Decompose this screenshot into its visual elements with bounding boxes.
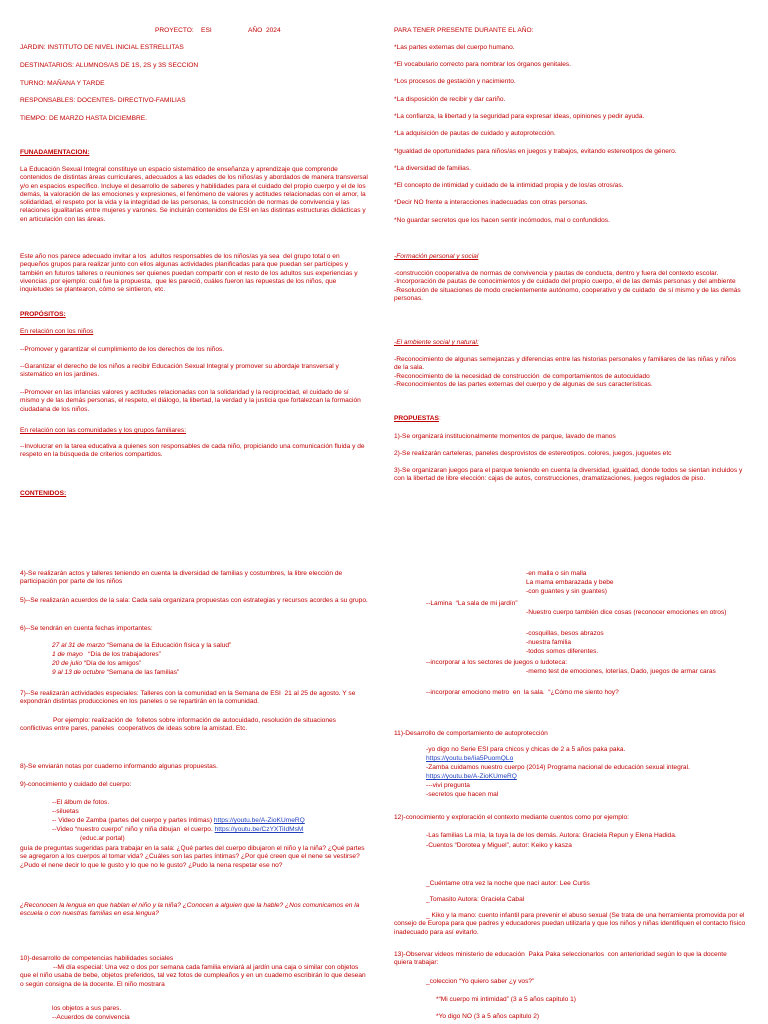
item-11-link (426, 773, 517, 781)
item-11-entry: -yo digo no Serie ESI para chicos y chicas de 2 a 5 años paka paka. (426, 746, 626, 753)
propuestas-heading-colon: : (438, 415, 441, 422)
item-10-tail: los objetos a sus pares. (52, 1005, 122, 1012)
formacion-heading: -Formación personal y social (394, 253, 479, 260)
item-9: 9)-conocimiento y cuidado del cuerpo: (20, 781, 132, 788)
silueta-item: La mama embarazada y bebe (526, 579, 614, 586)
lamina-item: -cosquillas, besos abrazos (526, 630, 604, 637)
item-10-text: --Mi día especial: Una vez o dos por semana cada familia enviará al jardín una caja o similar con objetos que el niño usaba de bebe, objetos preferidos, tal vez fotos de cumpleaños y en un cuaderno escribirán lo que desean o según consigna de la docente. El niño mostrara (20, 964, 368, 988)
fecha-label: “Día de los trabajadores” (82, 651, 161, 658)
rel-comunidades-heading: En relación con las comunidades y los grupos familiares: (20, 427, 187, 434)
item-12-entry: -Las familias La mía, la tuya la de los demás. Autora: Graciela Repun y Elena Hadida. (426, 832, 677, 839)
item-9-entry: --siluetas (52, 808, 79, 815)
item-11-entry: -Zamba cuidamos nuestro cuerpo (2014) Programa nacional de educación sexual integral. (426, 764, 690, 771)
tener-presente-item: *El concepto de intimidad y cuidado de la intimidad propia y de los/as otros/as. (394, 182, 624, 189)
fecha-item (52, 642, 231, 650)
item-5: 5)--Se realizarán acuerdos de la sala: Cada sala organizara propuestas con estrategias y recursos acordes a su grupo. (20, 597, 368, 604)
silueta-item: -en malla o sin malla (526, 570, 587, 577)
preguntas-text: guía de preguntas sugeridas para trabajar en la sala: ¿Qué partes del cuerpo dibujaron el niño y la niña? ¿Qué partes se agregaron a los cuerpos al tomar vida? ¿Cuáles son las partes íntimas? ¿Por qué creen que el nene se vestirse? ¿Pudo el nene decir lo que le gusto y lo que no le gusto? ¿Pudo la nena respetar ese no? (20, 845, 367, 869)
item-11-link (426, 755, 513, 763)
fecha-label: “Semana de la Educación física y la salud” (104, 642, 232, 649)
rel-ninos-heading: En relación con los niños (20, 328, 94, 335)
item-8: 8)-Se enviarán notas por cuaderno informando algunas propuestas. (20, 763, 218, 770)
item-9-entry: --El álbum de fotos. (52, 799, 110, 806)
video-zamba-label: -- Video de Zamba (partes del cuerpo y partes íntimas) (52, 817, 214, 824)
tener-presente-heading: PARA TENER PRESENTE DURANTE EL AÑO: (394, 27, 534, 34)
propositos-heading: PROPÓSITOS: (20, 311, 66, 318)
ambiente-heading: -El ambiente social y natural: (394, 339, 479, 346)
item-13: 13)-Observar videos ministerio de educación Paka Paka seleccionarlos con anterioridad según lo que la docente quiera trabajar: (394, 951, 729, 967)
sectores-item: -memo test de emociones, loterías, Dado, juegos de armar caras (526, 668, 716, 675)
cuento-kiko: _ Kiko y la mano: cuento infantil para prevenir el abuso sexual (Se trata de una herramienta promovida por el consejo de Europa para que padres y educadores puedan utilizarla y que los niños y niñas identifiquen el contacto físico inadecuado para así evitarlo. (394, 912, 748, 936)
rel-comunidades-item: --Involucrar en la tarea educativa a quienes son responsables de cada niño, propiciando una comunicación fluida y de respeto en la búsqueda de criterios compartidos. (20, 443, 367, 459)
emocionometro: --incorporar emociono metro en la sala. “¿Cómo me siento hoy? (426, 689, 619, 696)
lamina-item: -todos somos diferentes. (526, 648, 599, 655)
rel-ninos-item: --Promover en las infancias valores y actitudes relacionadas con la solidaridad y la reciprocidad, el cuidado de sí mismo y de las demás personas, el respeto, el diálogo, la libertad, la verdad y la justicia que fortalezcan la formación ciudadana de los niños. (20, 389, 363, 413)
item-11-entry: -secretos que hacen mal (426, 791, 499, 798)
fecha-item (52, 669, 179, 677)
propuesta-item: 1)-Se organizará institucionalmente momentos de parque, lavado de manos (394, 433, 616, 440)
formacion-text: -construcción cooperativa de normas de convivencia y pautas de conducta, dentro y fuera del contexto escolar. -Incorporación de pautas de conocimientos y de cuidado del propio cuerpo, el de las demás personas y del ambiente -Resolución de situaciones de modo crecientemente autónomo, cooperativo y de cuidado de sí mismo y de las demás personas. (394, 270, 741, 302)
tener-presente-item: *Igualdad de oportunidades para niños/as en juegos y trabajos, evitando estereotipos de género. (394, 148, 677, 155)
info-tiempo: TIEMPO: DE MARZO HASTA DICIEMBRE. (20, 115, 148, 122)
item-9-entry (52, 826, 303, 834)
item-13-entry: _coleccion “Yo quiero saber ¿y vos?” (426, 978, 535, 985)
tener-presente-item: *Los procesos de gestación y nacimiento. (394, 78, 516, 85)
project-title: PROYECTO: ESI (155, 27, 212, 34)
lamina-heading: --Lamina “La sala de mi jardín” (426, 600, 518, 607)
contenidos-heading: CONTENIDOS: (20, 490, 67, 497)
fundamentacion-heading: FUNADAMENTACION: (20, 149, 90, 156)
cuento-cuentame: _Cuéntame otra vez la noche que nací autor: Lee Curtis (426, 880, 590, 887)
item-11-entry: ---vivi pregunta (426, 782, 470, 789)
item-12: 12)-conocimiento y exploración el contexto mediante cuentos como por ejemplo: (394, 814, 629, 821)
lamina-item: -nuestra familia (526, 639, 572, 646)
fundamentacion-paragraph-2: Este año nos parece adecuado invitar a los adultos responsables de los niños/as ya sea del grupo total o en pequeños grupos para realizar junto con ellos algunas actividades planificadas para que puedan ser partícipes y también en futuros talleres o reuniones ser quienes puedan compartir con el resto de los adultos sus experiencias y vivencias ,por ejemplo: cuál fue la propuesta, que les pareció, cuáles fueron las repuestas de los niños, que inquietudes se plantearon, cómo se sintieron, etc. (20, 253, 360, 294)
item-7: 7)--Se realizarán actividades especiales: Talleres con la comunidad en la Semana de ESI 21 al 25 de agosto. Y se expondrán distintas producciones en los paneles o se repartirán en la comunidad. (20, 690, 358, 706)
tener-presente-item: *Decir NO frente a interacciones inadecuadas con otras personas. (394, 199, 588, 206)
fecha-date: 9 al 13 de octubre (52, 669, 105, 676)
item-9-entry (52, 817, 305, 825)
tener-presente-item: *El vocabulario correcto para nombrar los órganos genitales. (394, 61, 572, 68)
item-7-example: Por ejemplo: realización de folletos sobre información de autocuidado, resolución de situaciones conflictivas entre pares, paneles cooperativos de ideas sobre la amistad. Etc. (20, 717, 338, 733)
item-6: 6)--Se tendrán en cuenta fechas importantes: (20, 625, 153, 632)
tener-presente-item: *No guardar secretos que los hacen sentir incómodos, mal o confundidos. (394, 217, 610, 224)
video-cuerpo-label: --Video “nuestro cuerpo” niño y niña dibujan el cuerpo. (52, 826, 215, 833)
info-turno: TURNO: MAÑANA Y TARDE (20, 80, 105, 87)
fecha-label: “Semana de las familias” (104, 669, 180, 676)
sectores-heading: --incorporar a los sectores de juegos o ludoteca: (426, 659, 568, 666)
propuestas-heading-label: PROPUESTAS (394, 415, 439, 422)
lamina-item: -Nuestro cuerpo también dice cosas (reconocer emociones en otros) (526, 609, 727, 616)
item-12-entry: -Cuentos “Dorotea y Miguel”, autor: Keiko y kasza (426, 842, 572, 849)
tener-presente-item: *La diversidad de familias. (394, 165, 471, 172)
fecha-date: 20 de julio (52, 660, 83, 667)
tener-presente-item: *La disposición de recibir y dar cariño. (394, 96, 506, 103)
tener-presente-item: *La confianza, la libertad y la seguridad para expresar ideas, opiniones y pedir ayuda. (394, 113, 645, 120)
video-zamba-link[interactable]: https://youtu.be/A-ZioKUmeRQ (213, 817, 305, 824)
educ-portal: (educ.ar portal) (80, 835, 125, 842)
propuestas-heading (394, 415, 441, 423)
preguntas-guia (20, 845, 368, 870)
rel-ninos-item: --Promover y garantizar el cumplimiento de los derechos de los niños. (20, 346, 225, 353)
item-10: 10)-desarrollo de competencias habilidades sociales (20, 955, 174, 962)
cuento-tomasito: _Tomasito Autora: Graciela Cabal (426, 896, 525, 903)
fecha-item (52, 651, 161, 659)
item-13-entry: *“Mi cuerpo mi intimidad” (3 a 5 años capitulo 1) (436, 996, 576, 1003)
fecha-date: 1 de mayo (52, 651, 83, 658)
tener-presente-item: *Las partes externas del cuerpo humano. (394, 44, 515, 51)
fecha-item (52, 660, 141, 668)
item-4: 4)-Se realizarán actos y talleres teniendo en cuenta la diversidad de familias y costumbres, la libre elección de participación por parte de los niños (20, 570, 345, 586)
project-year: AÑO 2024 (248, 27, 281, 34)
propuesta-item: 2)-Se realizarán carteleras, paneles desprovistos de estereotipos. colores, juegos, juguetes etc (394, 450, 672, 457)
yo-digo-no-link[interactable]: https://youtu.be/Iia5PuomQLo (426, 755, 514, 762)
tener-presente-item: *La adquisición de pautas de cuidado y autoprotección. (394, 130, 556, 137)
rel-ninos-item: --Garantizar el derecho de los niños a recibir Educación Sexual Integral y promover su abordaje transversal y sistemático en los jardines. (20, 363, 341, 379)
item-11: 11)-Desarrollo de comportamiento de autoprotección (394, 730, 548, 737)
info-destinatarios: DESTINATARIOS: ALUMNOS/AS DE 1S, 2S y 3S SECCION (20, 62, 199, 69)
fecha-date: 27 al 31 de marzo (52, 642, 105, 649)
preguntas-lengua: ¿Reconocen la lengua en que hablan el niño y la niña? ¿Conocen a alguien que la hable? ¿Nos comunicamos en la escuela o con nuestras familias en esa lengua? (20, 902, 362, 918)
ambiente-text: -Reconocimiento de algunas semejanzas y diferencias entre las historias personales y familiares de las niñas y niños de la sala. -Reconocimiento de la necesidad de construcción de comportamientos de autocuidado -Reconocimientos de las partes externas del cuerpo y de algunas de sus características. (394, 356, 736, 388)
info-jardin: JARDIN: INSTITUTO DE NIVEL INICIAL ESTRELLITAS (20, 44, 184, 51)
item-13-entry: *Yo digo NO (3 a 5 años capitulo 2) (436, 1013, 540, 1020)
zamba-cuidamos-link[interactable]: https://youtu.be/A-ZioKUmeRQ (426, 773, 517, 780)
propuesta-item: 3)-Se organizaran juegos para el parque teniendo en cuenta la diversidad, igualdad, donde todos se sientan incluidos y con la libertad de libre elección: cajas de autos, construcciones, dramatizaciones, juegos reglados de piso. (394, 467, 745, 483)
item-10-tail: --Acuerdos de convivencia (52, 1014, 130, 1021)
fundamentacion-paragraph-1: La Educación Sexual Integral constituye un espacio sistemático de enseñanza y aprendizaje que comprende contenidos de distintas áreas curriculares, adecuados a las edades de los niños/as y abordados de manera transversal y/o en espacios específico. Incluye el desarrollo de saberes y habilidades para el cuidado del propio cuerpo y el de los demás, la valoración de las emociones y expresiones, el fenómeno de valores y actitudes relacionadas con el amor, la solidaridad, el respeto por la vida y la integridad de las personas, la construcción de normas de convivencia y las relaciones igualitarias entre mujeres y varones. Se incluirán contenidos de ESI en las distintas estructuras didácticas y en articulación con las áreas. (20, 166, 370, 223)
info-responsables: RESPONSABLES: DOCENTES- DIRECTIVO-FAMILIAS (20, 97, 186, 104)
fecha-label: “Día de los amigos” (82, 660, 142, 667)
silueta-item: -con guantes y sin guantes) (526, 588, 608, 595)
video-cuerpo-link[interactable]: https://youtu.be/CzYXTiIdMsM (214, 826, 304, 833)
